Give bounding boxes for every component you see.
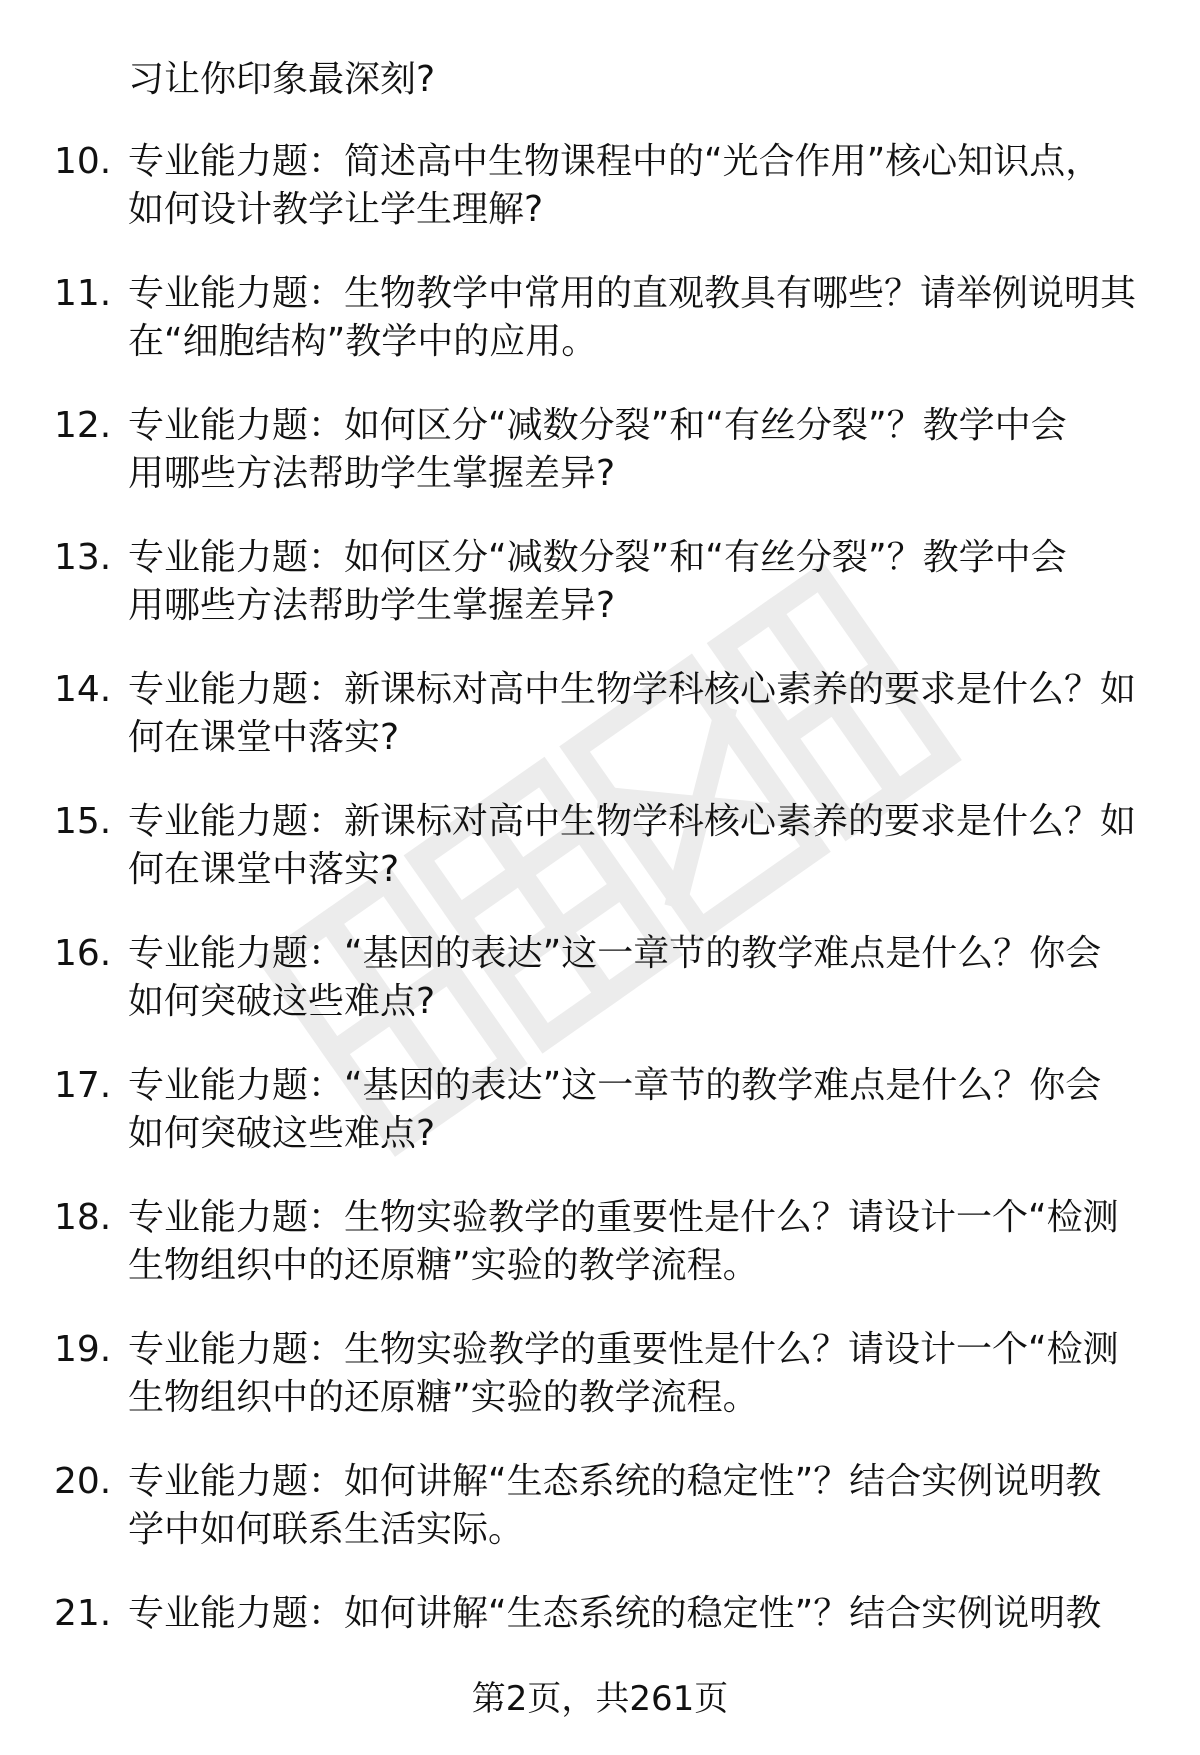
question-text-line: 专业能力题：如何讲解“生态系统的稳定性”？结合实例说明教 <box>128 1461 1102 1502</box>
question-item <box>0 1326 1200 1458</box>
question-text-line: 专业能力题：新课标对高中生物学科核心素养的要求是什么？如 <box>128 801 1137 842</box>
question-text-line: 如何突破这些难点? <box>128 1113 436 1154</box>
question-item <box>0 1062 1200 1194</box>
question-text-line: 专业能力题：生物实验教学的重要性是什么？请设计一个“检测 <box>128 1329 1119 1370</box>
question-text-line: 如何设计教学让学生理解? <box>128 189 544 230</box>
question-text-line: 专业能力题：简述高中生物课程中的“光合作用”核心知识点， <box>128 141 1102 182</box>
question-number: 21. <box>54 1593 112 1634</box>
question-number: 13. <box>54 537 112 578</box>
page-number-footer: 第2页，共261页 <box>471 1679 729 1719</box>
question-item <box>0 270 1200 402</box>
question-text-line: 学中如何联系生活实际。 <box>128 1509 525 1550</box>
question-text-line: 专业能力题：生物实验教学的重要性是什么？请设计一个“检测 <box>128 1197 1119 1238</box>
question-item <box>0 666 1200 798</box>
question-item <box>0 798 1200 930</box>
question-item <box>0 402 1200 534</box>
question-number: 20. <box>54 1461 112 1502</box>
question-text-line: 专业能力题：“基因的表达”这一章节的教学难点是什么？你会 <box>128 933 1102 974</box>
question-text-line: 在“细胞结构”教学中的应用。 <box>128 321 598 362</box>
question-number: 16. <box>54 933 112 974</box>
question-text-line: 专业能力题：“基因的表达”这一章节的教学难点是什么？你会 <box>128 1065 1102 1106</box>
question-number: 19. <box>54 1329 112 1370</box>
question-text-line: 何在课堂中落实? <box>128 717 400 758</box>
question-text-line: 用哪些方法帮助学生掌握差异? <box>128 453 616 494</box>
question-text-line: 用哪些方法帮助学生掌握差异? <box>128 585 616 626</box>
question-text-line: 生物组织中的还原糖”实验的教学流程。 <box>128 1245 759 1286</box>
question-text-line: 专业能力题：如何区分“减数分裂”和“有丝分裂”？教学中会 <box>128 405 1067 446</box>
question-text-line: 如何突破这些难点? <box>128 981 436 1022</box>
question-item <box>0 1458 1200 1590</box>
question-number: 14. <box>54 669 112 710</box>
continuation-line: 习让你印象最深刻? <box>128 59 436 100</box>
question-number: 11. <box>54 273 112 314</box>
question-item <box>0 1194 1200 1326</box>
question-item <box>0 138 1200 270</box>
question-number: 15. <box>54 801 112 842</box>
question-number: 10. <box>54 141 112 182</box>
question-text-line: 专业能力题：如何区分“减数分裂”和“有丝分裂”？教学中会 <box>128 537 1067 578</box>
question-text-line: 专业能力题：新课标对高中生物学科核心素养的要求是什么？如 <box>128 669 1137 710</box>
question-list <box>0 138 1200 1722</box>
question-number: 17. <box>54 1065 112 1106</box>
question-number: 12. <box>54 405 112 446</box>
question-number: 18. <box>54 1197 112 1238</box>
question-text-line: 生物组织中的还原糖”实验的教学流程。 <box>128 1377 759 1418</box>
question-text-line: 专业能力题：如何讲解“生态系统的稳定性”？结合实例说明教 <box>128 1593 1102 1634</box>
question-text-line: 何在课堂中落实? <box>128 849 400 890</box>
question-item <box>0 930 1200 1062</box>
question-item <box>0 534 1200 666</box>
question-text-line: 专业能力题：生物教学中常用的直观教具有哪些？请举例说明其 <box>128 273 1137 314</box>
